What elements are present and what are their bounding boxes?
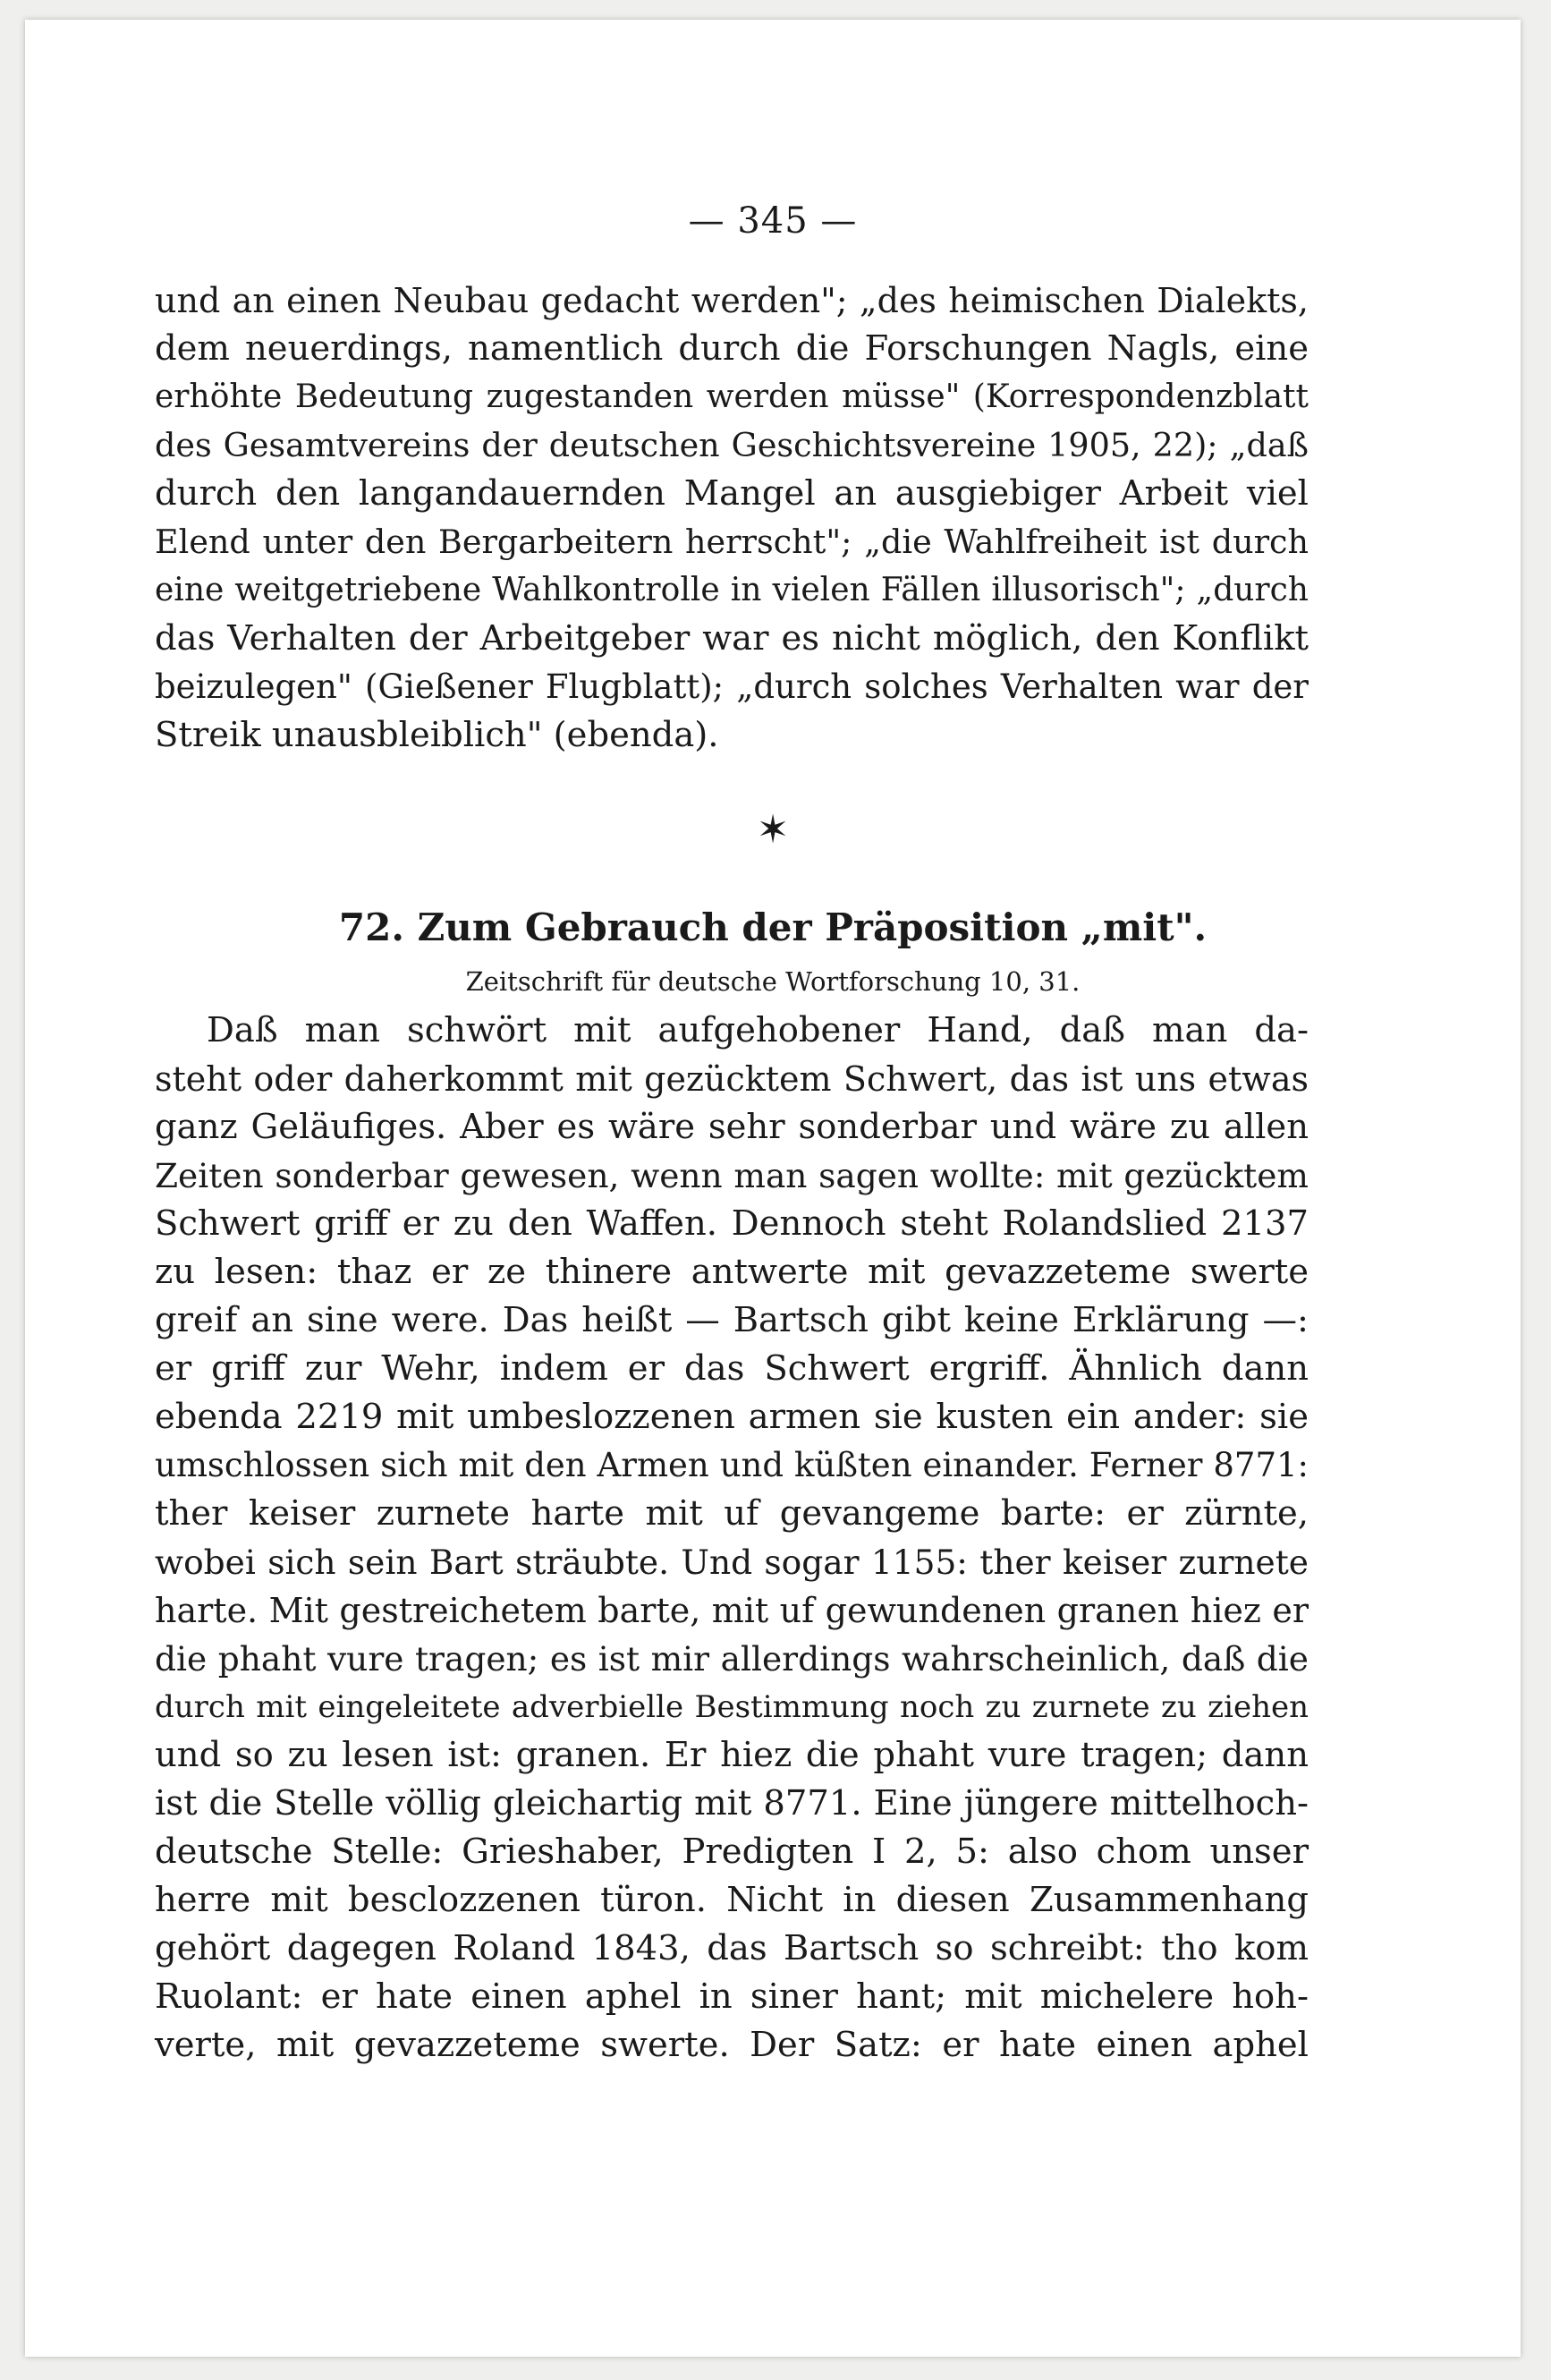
text-line: das Verhalten der Arbeitgeber war es nicht möglich, den Konflikt	[155, 618, 1309, 659]
text-line: des Gesamtvereins der deutschen Geschichtsvereine 1905, 22); „daß	[155, 426, 1309, 464]
text-line: ist die Stelle völlig gleichartig mit 8771. Eine jüngere mittelhoch-	[155, 1783, 1309, 1823]
text-line: ganz Geläufiges. Aber es wäre sehr sonderbar und wäre zu allen	[155, 1107, 1309, 1147]
text-line: und so zu lesen ist: granen. Er hiez die phaht vure tragen; dann	[155, 1735, 1309, 1775]
text-line: Schwert griff er zu den Waffen. Dennoch steht Rolandslied 2137	[155, 1203, 1309, 1244]
text-line: er griff zur Wehr, indem er das Schwert ergriff. Ähnlich dann	[155, 1348, 1309, 1389]
text-line: ebenda 2219 mit umbeslozzenen armen sie kusten ein ander: sie	[155, 1397, 1309, 1437]
text-line: beizulegen" (Gießener Flugblatt); „durch solches Verhalten war der	[155, 667, 1309, 706]
text-line: dem neuerdings, namentlich durch die Forschungen Nagls, eine	[155, 328, 1309, 369]
text-line: zu lesen: thaz er ze thinere antwerte mit gevazzeteme swerte	[155, 1252, 1309, 1292]
text-line: die phaht vure tragen; es ist mir allerdings wahrscheinlich, daß die	[155, 1639, 1309, 1679]
text-line: erhöhte Bedeutung zugestanden werden müsse" (Korrespondenzblatt	[155, 378, 1309, 415]
text-line: eine weitgetriebene Wahlkontrolle in vielen Fällen illusorisch"; „durch	[155, 572, 1309, 608]
text-line: verte, mit gevazzeteme swerte. Der Satz: er hate einen aphel	[155, 2025, 1309, 2065]
text-line: steht oder daherkommt mit gezücktem Schwert, das ist uns etwas	[155, 1059, 1309, 1099]
text-line: durch den langandauernden Mangel an ausgiebiger Arbeit viel	[155, 473, 1309, 514]
text-line: ther keiser zurnete harte mit uf gevangeme barte: er zürnte,	[155, 1493, 1309, 1534]
text-line: greif an sine were. Das heißt — Bartsch gibt keine Erklärung —:	[155, 1300, 1309, 1340]
section-heading: 72. Zum Gebrauch der Präposition „mit".	[338, 905, 1208, 949]
text-line: Zeiten sonderbar gewesen, wenn man sagen wollte: mit gezücktem	[155, 1156, 1309, 1195]
text-line: gehört dagegen Roland 1843, das Bartsch so schreibt: tho kom	[155, 1928, 1309, 1968]
section-separator-asterisk: ✶	[756, 807, 790, 853]
text-line: harte. Mit gestreichetem barte, mit uf gewundenen granen hiez er	[155, 1591, 1309, 1630]
text-line: wobei sich sein Bart sträubte. Und sogar 1155: ther keiser zurnete	[155, 1543, 1309, 1582]
preceding-paragraph	[155, 276, 1309, 760]
text-line: Daß man schwört mit aufgehobener Hand, daß man da-	[207, 1010, 1309, 1050]
section-source-citation: Zeitschrift für deutsche Wortforschung 10, 31.	[465, 966, 1081, 997]
text-line: durch mit eingeleitete adverbielle Bestimmung noch zu zurnete zu ziehen	[155, 1689, 1309, 1725]
text-line: umschlossen sich mit den Armen und küßten einander. Ferner 8771:	[155, 1446, 1309, 1484]
text-line: Ruolant: er hate einen aphel in siner hant; mit michelere hoh-	[155, 1976, 1309, 2017]
book-page	[25, 20, 1521, 2357]
text-line: Streik unausbleiblich" (ebenda).	[155, 715, 719, 755]
page-number: — 345 —	[688, 200, 858, 242]
section-body	[155, 1007, 1309, 2070]
text-line: herre mit besclozzenen türon. Nicht in diesen Zusammenhang	[155, 1880, 1309, 1920]
text-line: und an einen Neubau gedacht werden"; „des heimischen Dialekts,	[155, 281, 1309, 320]
text-line: deutsche Stelle: Grieshaber, Predigten I 2, 5: also chom unser	[155, 1832, 1309, 1872]
text-line: Elend unter den Bergarbeitern herrscht"; „die Wahlfreiheit ist durch	[155, 523, 1309, 561]
